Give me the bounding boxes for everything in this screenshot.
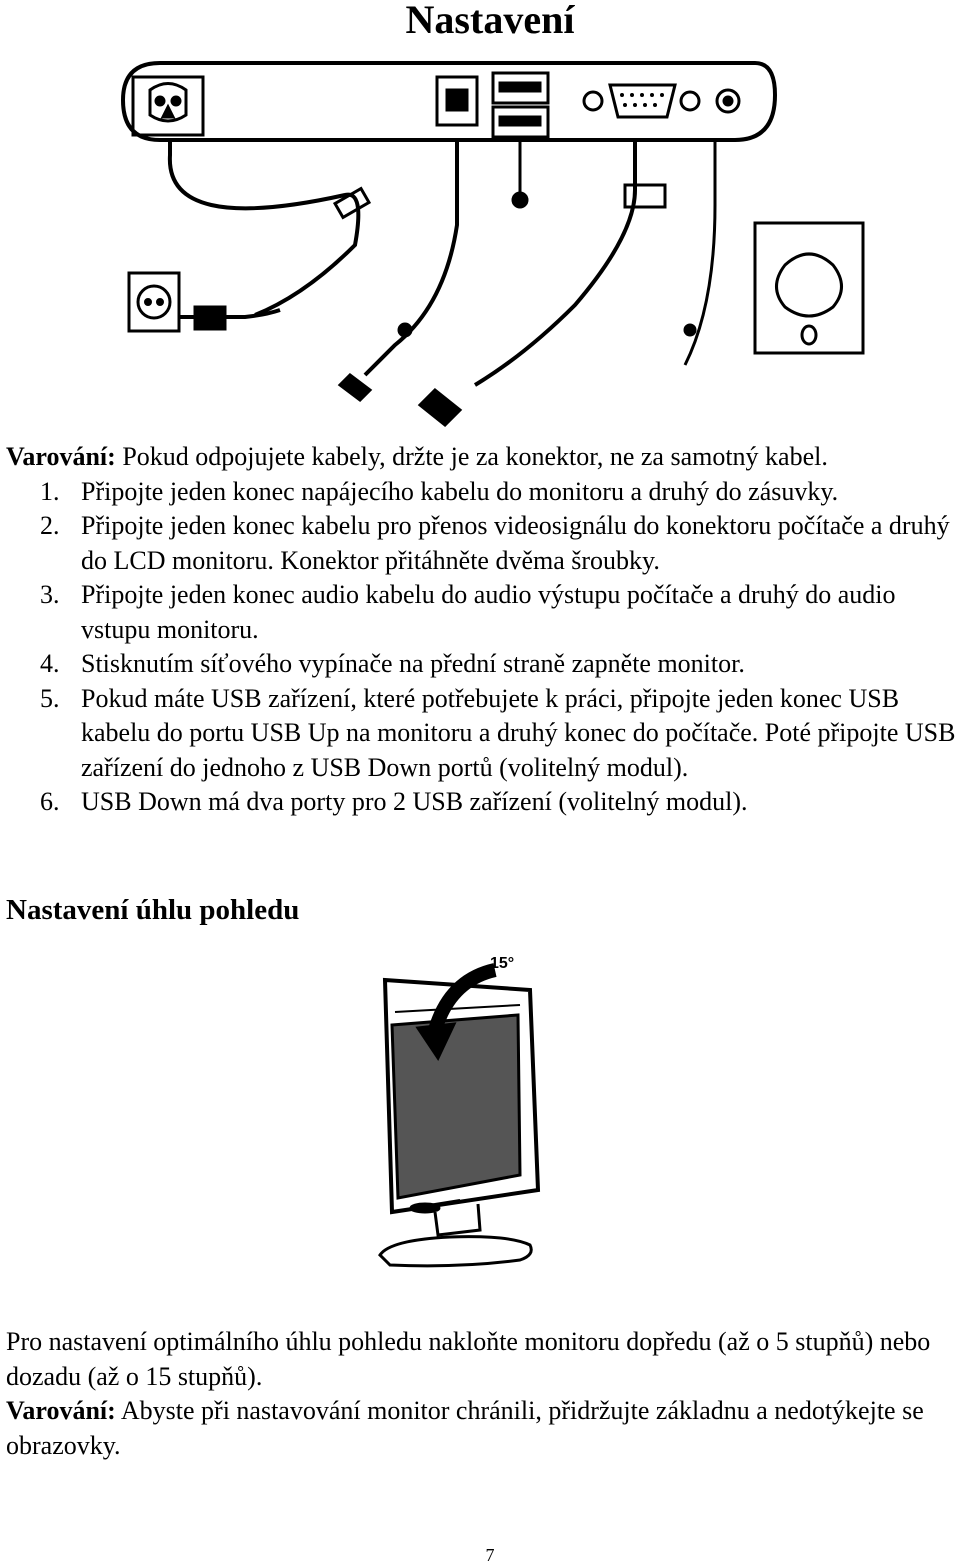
wall-outlet-icon <box>129 273 179 331</box>
list-item <box>6 682 956 786</box>
usb-down-port-icon <box>493 73 548 137</box>
step-number: 4. <box>40 649 60 678</box>
step-text: USB Down má dva porty pro 2 USB zařízení (volitelný modul). <box>81 787 748 816</box>
step-number: 5. <box>40 683 60 713</box>
power-button-icon <box>755 223 863 353</box>
viewing-angle-instructions <box>6 1325 946 1463</box>
page-title: Nastavení <box>405 0 575 42</box>
monitor-tilt-diagram <box>370 950 570 1270</box>
connection-instructions <box>6 440 956 820</box>
warning-text: Abyste při nastavování monitor chránili, přidržujte základnu a nedotýkejte se obrazovky. <box>6 1396 924 1460</box>
step-number: 1. <box>40 476 60 506</box>
audio-jack-icon <box>717 90 739 112</box>
list-item <box>6 578 956 647</box>
connection-warning <box>6 440 956 475</box>
list-item <box>6 785 956 820</box>
step-number: 3. <box>40 580 60 609</box>
step-number: 2. <box>40 511 60 540</box>
viewing-angle-description: Pro nastavení optimálního úhlu pohledu nakloňte monitoru dopředu (až o 5 stupňů) nebo dozadu (až o 15 stupňů). <box>6 1327 931 1391</box>
warning-label: Varování: <box>6 1396 116 1425</box>
page-number: 7 <box>485 1545 495 1565</box>
list-item <box>6 509 956 578</box>
usb-up-port-icon <box>437 77 477 125</box>
warning-label: Varování: <box>6 442 116 471</box>
step-text: Pokud máte USB zařízení, které potřebujete k práci, připojte jeden konec USB kabelu do portu USB Up na monitoru a druhý konec do počítače. Poté připojte USB zařízení do jednoho z USB Down portů (volitelný modul). <box>81 683 956 782</box>
tilt-angle-label: 15° <box>490 955 515 972</box>
connection-diagram <box>115 55 875 430</box>
vga-port-icon <box>584 85 699 117</box>
list-item <box>6 475 956 510</box>
warning-text: Pokud odpojujete kabely, držte je za konektor, ne za samotný kabel. <box>115 442 828 471</box>
step-text: Připojte jeden konec audio kabelu do audio výstupu počítače a druhý do audio vstupu monitoru. <box>81 580 896 644</box>
power-socket-icon <box>133 77 203 135</box>
steps-list <box>6 475 956 820</box>
section-heading: Nastavení úhlu pohledu <box>6 894 300 926</box>
step-text: Stisknutím síťového vypínače na přední straně zapněte monitor. <box>81 649 745 678</box>
step-text: Připojte jeden konec napájecího kabelu do monitoru a druhý do zásuvky. <box>81 476 839 506</box>
step-number: 6. <box>40 787 60 816</box>
list-item <box>6 647 956 682</box>
viewing-angle-warning <box>6 1394 946 1463</box>
step-text: Připojte jeden konec kabelu pro přenos videosignálu do konektoru počítače a druhý do LCD monitoru. Konektor přitáhněte dvěma šroubky. <box>81 511 950 575</box>
